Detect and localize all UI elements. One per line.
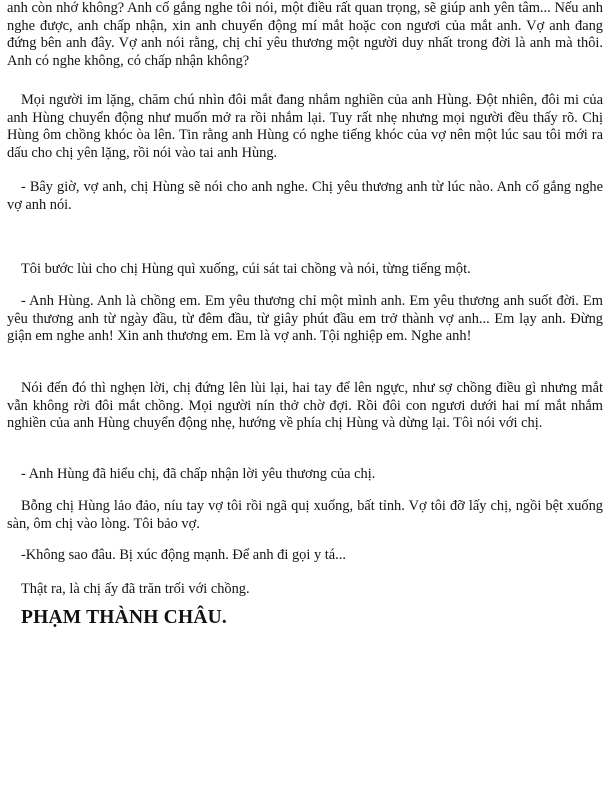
paragraph-2: Mọi người im lặng, chăm chú nhìn đôi mắt đang nhắm nghiền của anh Hùng. Đột nhiên, đôi mi của anh Hùng chuyển động như muốn mở ra rồi nhắm lại. Tuy rất nhẹ nhưng mọi người đều thấy rõ. Chị Hùng ôm chồng khóc òa lên. Tin rằng anh Hùng có nghe tiếng khóc của vợ nên một lúc sau tôi mới ra dấu cho chị yên lặng, rồi nói vào tai anh Hùng. bbox=[7, 92, 603, 161]
author-signature: PHẠM THÀNH CHÂU. bbox=[21, 607, 227, 628]
paragraph-6: Nói đến đó thì nghẹn lời, chị đứng lên lùi lại, hai tay để lên ngực, như sợ chồng điều gì nhưng mắt vẫn không rời đôi mắt chồng. Mọi người nín thở chờ đợi. Rồi đôi con ngươi dưới hai mí mắt nhắm nghiền của anh Hùng chuyển động nhẹ, hướng về phía chị Hùng và dừng lại. Tôi nói với chị. bbox=[7, 380, 603, 432]
paragraph-10: Thật ra, là chị ấy đã trăn trối với chồng. bbox=[21, 581, 250, 597]
paragraph-3: - Bây giờ, vợ anh, chị Hùng sẽ nói cho anh nghe. Chị yêu thương anh từ lúc nào. Anh cố gắng nghe vợ anh nói. bbox=[7, 179, 603, 213]
paragraph-9: -Không sao đâu. Bị xúc động mạnh. Để anh đi gọi y tá... bbox=[21, 547, 346, 563]
paragraph-8: Bỗng chị Hùng lảo đảo, níu tay vợ tôi rồi ngã quị xuống, bất tỉnh. Vợ tôi đỡ lấy chị, ngồi bệt xuống sàn, ôm chị vào lòng. Tôi bảo vợ. bbox=[7, 498, 603, 532]
paragraph-4: Tôi bước lùi cho chị Hùng quì xuống, cúi sát tai chồng và nói, từng tiếng một. bbox=[21, 261, 471, 277]
paragraph-7: - Anh Hùng đã hiểu chị, đã chấp nhận lời yêu thương của chị. bbox=[21, 466, 376, 482]
paragraph-5: - Anh Hùng. Anh là chồng em. Em yêu thương chỉ một mình anh. Em yêu thương anh suốt đời. Em yêu thương anh từ ngày đầu, từ đêm đầu, từ giây phút đầu em trở thành vợ anh... Em lạy anh. Đừng giận em nghe anh! Xin anh thương em. Em là vợ anh. Tội nghiệp em. Nghe anh! bbox=[7, 293, 603, 345]
paragraph-1: anh còn nhớ không? Anh cố gắng nghe tôi nói, một điều rất quan trọng, sẽ giúp anh yên tâm... Nếu anh nghe được, anh chấp nhận, xin anh chuyển động mí mắt hoặc con ngươi của mắt anh. Vợ anh đang đứng bên anh đây. Vợ anh nói rằng, chị chỉ yêu thương một người duy nhất trong đời là anh mà thôi. Anh có nghe không, có chấp nhận không? bbox=[7, 0, 603, 69]
